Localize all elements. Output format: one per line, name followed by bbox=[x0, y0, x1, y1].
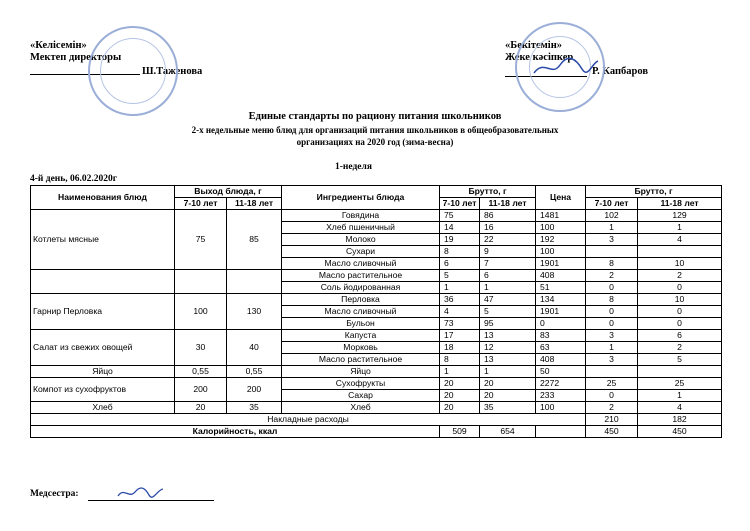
cell-y1: 100 bbox=[175, 294, 227, 330]
cell-y2: 85 bbox=[227, 210, 282, 270]
cell-c2: 10 bbox=[638, 294, 722, 306]
cell-price: 100 bbox=[536, 246, 586, 258]
cell-dish: Яйцо bbox=[31, 366, 175, 378]
cell-c2: 6 bbox=[638, 330, 722, 342]
header-yield-age2: 11-18 лет bbox=[227, 198, 282, 210]
header-brutto2-age1: 7-10 лет bbox=[586, 198, 638, 210]
cell-price: 1481 bbox=[536, 210, 586, 222]
cell-b2: 47 bbox=[480, 294, 536, 306]
table-row bbox=[31, 378, 722, 390]
calories-price bbox=[536, 426, 586, 438]
cell-b2: 5 bbox=[480, 306, 536, 318]
cell-ing: Молоко bbox=[282, 234, 440, 246]
calories-c1: 450 bbox=[586, 426, 638, 438]
subtitle-line2: организациях на 2020 год (зима-весна) bbox=[296, 137, 454, 147]
cell-ing: Хлеб пшеничный bbox=[282, 222, 440, 234]
overhead-label: Накладные расходы bbox=[31, 414, 586, 426]
cell-c1 bbox=[586, 366, 638, 378]
cell-b2: 6 bbox=[480, 270, 536, 282]
cell-b2: 9 bbox=[480, 246, 536, 258]
cell-c1: 1 bbox=[586, 222, 638, 234]
left-org: «Келісемін» bbox=[30, 40, 87, 51]
cell-b1: 4 bbox=[440, 306, 480, 318]
cell-b2: 35 bbox=[480, 402, 536, 414]
cell-b1: 17 bbox=[440, 330, 480, 342]
cell-b2: 16 bbox=[480, 222, 536, 234]
calories-c2: 450 bbox=[638, 426, 722, 438]
cell-ing: Хлеб bbox=[282, 402, 440, 414]
cell-c2: 1 bbox=[638, 390, 722, 402]
cell-c1: 2 bbox=[586, 402, 638, 414]
cell-c1: 0 bbox=[586, 390, 638, 402]
cell-b2: 7 bbox=[480, 258, 536, 270]
cell-dish bbox=[31, 270, 175, 294]
cell-c2: 4 bbox=[638, 234, 722, 246]
left-position: Мектеп директоры bbox=[30, 52, 122, 63]
cell-price: 100 bbox=[536, 222, 586, 234]
header-brutto: Брутто, г bbox=[440, 186, 536, 198]
cell-b1: 73 bbox=[440, 318, 480, 330]
cell-b1: 20 bbox=[440, 378, 480, 390]
cell-price: 192 bbox=[536, 234, 586, 246]
cell-ing: Масло растительное bbox=[282, 354, 440, 366]
header-brutto2-age2: 11-18 лет bbox=[638, 198, 722, 210]
cell-y2: 200 bbox=[227, 378, 282, 402]
cell-y1 bbox=[175, 270, 227, 294]
cell-b1: 75 bbox=[440, 210, 480, 222]
cell-price: 100 bbox=[536, 402, 586, 414]
cell-price: 51 bbox=[536, 282, 586, 294]
cell-y1: 0,55 bbox=[175, 366, 227, 378]
cell-price: 233 bbox=[536, 390, 586, 402]
cell-c1: 2 bbox=[586, 270, 638, 282]
cell-ing: Говядина bbox=[282, 210, 440, 222]
cell-b1: 19 bbox=[440, 234, 480, 246]
cell-ing: Сухофрукты bbox=[282, 378, 440, 390]
header-brutto-age2: 11-18 лет bbox=[480, 198, 536, 210]
cell-ing: Масло сливочный bbox=[282, 258, 440, 270]
calories-row bbox=[31, 426, 722, 438]
cell-ing: Масло растительное bbox=[282, 270, 440, 282]
cell-dish: Котлеты мясные bbox=[31, 210, 175, 270]
cell-y1: 200 bbox=[175, 378, 227, 402]
week-label: 1-неделя bbox=[335, 162, 372, 172]
table-row bbox=[31, 330, 722, 342]
cell-c2: 0 bbox=[638, 282, 722, 294]
cell-b1: 5 bbox=[440, 270, 480, 282]
table-row bbox=[31, 270, 722, 282]
cell-price: 2272 bbox=[536, 378, 586, 390]
cell-c2: 1 bbox=[638, 222, 722, 234]
cell-ing: Капуста bbox=[282, 330, 440, 342]
table-row bbox=[31, 402, 722, 414]
cell-c2: 129 bbox=[638, 210, 722, 222]
cell-b1: 20 bbox=[440, 402, 480, 414]
cell-ing: Сахар bbox=[282, 390, 440, 402]
cell-c2: 4 bbox=[638, 402, 722, 414]
right-position: Жеке кәсіпкер bbox=[505, 52, 574, 63]
cell-c2: 10 bbox=[638, 258, 722, 270]
cell-c1: 8 bbox=[586, 294, 638, 306]
cell-dish: Компот из сухофруктов bbox=[31, 378, 175, 402]
cell-b1: 8 bbox=[440, 246, 480, 258]
cell-price: 408 bbox=[536, 354, 586, 366]
header-yield: Выход блюда, г bbox=[175, 186, 282, 198]
table-row bbox=[31, 210, 722, 222]
cell-price: 83 bbox=[536, 330, 586, 342]
cell-c1: 25 bbox=[586, 378, 638, 390]
left-signer: Ш.Таженова bbox=[142, 66, 203, 77]
cell-ing: Яйцо bbox=[282, 366, 440, 378]
overhead-c1: 210 bbox=[586, 414, 638, 426]
nurse-label: Медсестра: bbox=[30, 489, 79, 499]
cell-ing: Масло сливочный bbox=[282, 306, 440, 318]
cell-c1: 102 bbox=[586, 210, 638, 222]
cell-b2: 13 bbox=[480, 330, 536, 342]
header-brutto-age1: 7-10 лет bbox=[440, 198, 480, 210]
header-yield-age1: 7-10 лет bbox=[175, 198, 227, 210]
header-dish: Наименования блюд bbox=[31, 186, 175, 210]
cell-b2: 1 bbox=[480, 366, 536, 378]
cell-b1: 36 bbox=[440, 294, 480, 306]
calories-label: Калорийность, ккал bbox=[31, 426, 440, 438]
cell-price: 1901 bbox=[536, 306, 586, 318]
right-signer: Р. Капбаров bbox=[592, 66, 648, 77]
cell-b2: 1 bbox=[480, 282, 536, 294]
cell-c1: 8 bbox=[586, 258, 638, 270]
cell-c2: 0 bbox=[638, 306, 722, 318]
menu-table bbox=[30, 185, 722, 438]
day-label: 4-й день, 06.02.2020г bbox=[30, 174, 118, 184]
cell-c1: 0 bbox=[586, 306, 638, 318]
cell-b1: 18 bbox=[440, 342, 480, 354]
cell-y2: 40 bbox=[227, 330, 282, 366]
cell-b2: 95 bbox=[480, 318, 536, 330]
cell-c1: 0 bbox=[586, 318, 638, 330]
cell-c1 bbox=[586, 246, 638, 258]
cell-y2 bbox=[227, 270, 282, 294]
cell-c1: 1 bbox=[586, 342, 638, 354]
cell-y1: 20 bbox=[175, 402, 227, 414]
cell-b2: 12 bbox=[480, 342, 536, 354]
header-ingredients: Ингредиенты блюда bbox=[282, 186, 440, 210]
cell-y2: 130 bbox=[227, 294, 282, 330]
cell-price: 134 bbox=[536, 294, 586, 306]
cell-y1: 75 bbox=[175, 210, 227, 270]
cell-c2 bbox=[638, 246, 722, 258]
overhead-row bbox=[31, 414, 722, 426]
cell-price: 0 bbox=[536, 318, 586, 330]
cell-price: 408 bbox=[536, 270, 586, 282]
overhead-c2: 182 bbox=[638, 414, 722, 426]
cell-c2 bbox=[638, 366, 722, 378]
cell-b2: 20 bbox=[480, 378, 536, 390]
cell-b1: 1 bbox=[440, 366, 480, 378]
cell-dish: Салат из свежих овощей bbox=[31, 330, 175, 366]
cell-y2: 0,55 bbox=[227, 366, 282, 378]
right-org: «Бекітемін» bbox=[505, 40, 563, 51]
cell-price: 1901 bbox=[536, 258, 586, 270]
header-price: Цена bbox=[536, 186, 586, 210]
signature-mark bbox=[530, 55, 600, 79]
cell-c1: 0 bbox=[586, 282, 638, 294]
cell-c1: 3 bbox=[586, 330, 638, 342]
cell-dish: Гарнир Перловка bbox=[31, 294, 175, 330]
cell-dish: Хлеб bbox=[31, 402, 175, 414]
subtitle-line1: 2-х недельные меню блюд для организаций питания школьников в общеобразовательных bbox=[191, 125, 559, 135]
cell-ing: Сухари bbox=[282, 246, 440, 258]
cell-c2: 5 bbox=[638, 354, 722, 366]
calories-b1: 509 bbox=[440, 426, 480, 438]
cell-c1: 3 bbox=[586, 234, 638, 246]
cell-ing: Соль йодированная bbox=[282, 282, 440, 294]
cell-c2: 0 bbox=[638, 318, 722, 330]
header-brutto2: Брутто, г bbox=[586, 186, 722, 198]
cell-c2: 2 bbox=[638, 342, 722, 354]
cell-price: 63 bbox=[536, 342, 586, 354]
calories-b2: 654 bbox=[480, 426, 536, 438]
table-row bbox=[31, 366, 722, 378]
cell-price: 50 bbox=[536, 366, 586, 378]
cell-b1: 6 bbox=[440, 258, 480, 270]
table-row bbox=[31, 294, 722, 306]
cell-y1: 30 bbox=[175, 330, 227, 366]
cell-y2: 35 bbox=[227, 402, 282, 414]
cell-b1: 1 bbox=[440, 282, 480, 294]
cell-b2: 20 bbox=[480, 390, 536, 402]
cell-ing: Перловка bbox=[282, 294, 440, 306]
cell-b1: 14 bbox=[440, 222, 480, 234]
cell-c2: 2 bbox=[638, 270, 722, 282]
cell-ing: Морковь bbox=[282, 342, 440, 354]
cell-b2: 22 bbox=[480, 234, 536, 246]
nurse-signature bbox=[115, 484, 165, 502]
cell-b2: 13 bbox=[480, 354, 536, 366]
cell-c2: 25 bbox=[638, 378, 722, 390]
cell-c1: 3 bbox=[586, 354, 638, 366]
cell-b2: 86 bbox=[480, 210, 536, 222]
cell-b1: 20 bbox=[440, 390, 480, 402]
cell-b1: 8 bbox=[440, 354, 480, 366]
cell-ing: Бульон bbox=[282, 318, 440, 330]
school-stamp bbox=[88, 26, 178, 116]
page-title: Единые стандарты по рациону питания школьников bbox=[248, 111, 502, 122]
